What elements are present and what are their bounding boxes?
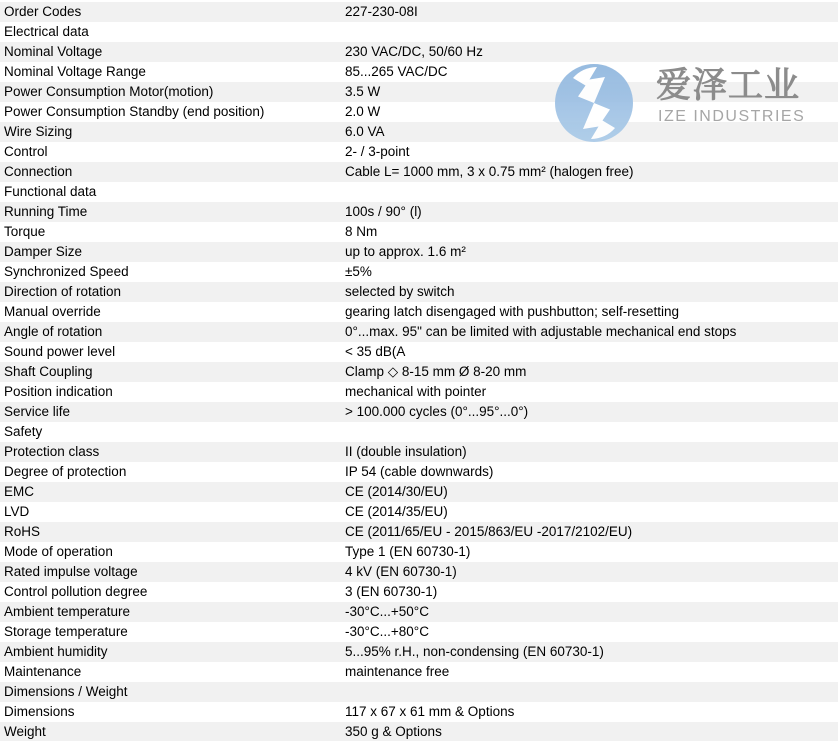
spec-label: Service life [4, 404, 71, 419]
spec-label: Manual override [4, 304, 101, 319]
spec-value: 230 VAC/DC, 50/60 Hz [345, 44, 483, 59]
spec-label: Torque [4, 224, 46, 239]
spec-label: Electrical data [4, 24, 89, 39]
spec-row [0, 362, 838, 382]
spec-value: selected by switch [345, 284, 455, 299]
spec-value: 227-230-08I [345, 4, 418, 19]
spec-label: LVD [4, 504, 30, 519]
spec-label: Maintenance [4, 664, 82, 679]
spec-row [0, 722, 838, 741]
spec-value: 0°...max. 95" can be limited with adjustable mechanical end stops [345, 324, 737, 339]
spec-label: Safety [4, 424, 43, 439]
spec-value: CE (2014/30/EU) [345, 484, 448, 499]
spec-label: Control [4, 144, 48, 159]
spec-row [0, 702, 838, 722]
spec-row [0, 442, 838, 462]
spec-value: Clamp ◇ 8-15 mm Ø 8-20 mm [345, 364, 527, 379]
spec-row [0, 582, 838, 602]
spec-value: CE (2011/65/EU - 2015/863/EU -2017/2102/EU) [345, 524, 633, 539]
spec-label: Ambient temperature [4, 604, 131, 619]
spec-value: 2- / 3-point [345, 144, 410, 159]
spec-value: -30°C...+80°C [345, 624, 429, 639]
spec-row [0, 2, 838, 22]
spec-label: Protection class [4, 444, 100, 459]
section-header-row [0, 682, 838, 702]
spec-label: Weight [4, 724, 46, 739]
spec-value: IP 54 (cable downwards) [345, 464, 494, 479]
spec-row [0, 202, 838, 222]
spec-row [0, 222, 838, 242]
spec-value: mechanical with pointer [345, 384, 487, 399]
spec-value: 350 g & Options [345, 724, 442, 739]
spec-row [0, 302, 838, 322]
spec-value: 100s / 90° (l) [345, 204, 422, 219]
spec-label: Wire Sizing [4, 124, 73, 139]
spec-row [0, 242, 838, 262]
spec-value: 5...95% r.H., non-condensing (EN 60730-1) [345, 644, 604, 659]
spec-row [0, 162, 838, 182]
spec-row [0, 602, 838, 622]
spec-label: Direction of rotation [4, 284, 122, 299]
spec-value: 6.0 VA [345, 124, 385, 139]
logo-latin-text: IZE INDUSTRIES [658, 108, 806, 125]
spec-value: < 35 dB(A [345, 344, 406, 359]
spec-value: -30°C...+50°C [345, 604, 429, 619]
spec-value: Cable L= 1000 mm, 3 x 0.75 mm² (halogen free) [345, 164, 634, 179]
spec-row [0, 502, 838, 522]
spec-value [345, 182, 838, 202]
spec-value: 85...265 VAC/DC [345, 64, 448, 79]
spec-row [0, 522, 838, 542]
spec-value: CE (2014/35/EU) [345, 504, 448, 519]
spec-label: Degree of protection [4, 464, 127, 479]
spec-value [345, 682, 838, 702]
spec-value: II (double insulation) [345, 444, 467, 459]
spec-label: Mode of operation [4, 544, 113, 559]
spec-value: 8 Nm [345, 224, 378, 239]
section-header-row [0, 182, 838, 202]
spec-label: Ambient humidity [4, 644, 108, 659]
spec-value: up to approx. 1.6 m² [345, 244, 466, 259]
spec-label: Power Consumption Standby (end position) [4, 104, 265, 119]
spec-value: 117 x 67 x 61 mm & Options [345, 704, 515, 719]
spec-label: Power Consumption Motor(motion) [4, 84, 214, 99]
spec-label: Nominal Voltage [4, 44, 103, 59]
spec-row [0, 402, 838, 422]
ize-logo-icon [553, 62, 635, 144]
spec-value [345, 422, 838, 442]
spec-row [0, 262, 838, 282]
spec-value: ±5% [345, 264, 372, 279]
spec-row [0, 482, 838, 502]
spec-value: gearing latch disengaged with pushbutton; self-resetting [345, 304, 679, 319]
spec-label: Rated impulse voltage [4, 564, 138, 579]
section-header-row [0, 22, 838, 42]
spec-row [0, 322, 838, 342]
spec-row [0, 622, 838, 642]
spec-label: RoHS [4, 524, 41, 539]
spec-label: Connection [4, 164, 73, 179]
spec-value: maintenance free [345, 664, 450, 679]
spec-value: > 100.000 cycles (0°...95°...0°) [345, 404, 529, 419]
spec-row [0, 282, 838, 302]
spec-value: 4 kV (EN 60730-1) [345, 564, 457, 579]
logo-chinese-text: 爱泽工业 [656, 66, 801, 105]
spec-row [0, 342, 838, 362]
spec-label: EMC [4, 484, 34, 499]
spec-label: Control pollution degree [4, 584, 148, 599]
spec-value: 3 (EN 60730-1) [345, 584, 438, 599]
spec-label: Storage temperature [4, 624, 128, 639]
spec-row [0, 42, 838, 62]
spec-label: Order Codes [4, 4, 82, 19]
spec-row [0, 382, 838, 402]
spec-label: Sound power level [4, 344, 116, 359]
spec-value: 3.5 W [345, 84, 381, 99]
spec-label: Synchronized Speed [4, 264, 129, 279]
spec-label: Running Time [4, 204, 88, 219]
spec-value: Type 1 (EN 60730-1) [345, 544, 471, 559]
spec-label: Damper Size [4, 244, 83, 259]
spec-row [0, 542, 838, 562]
spec-row [0, 562, 838, 582]
spec-label: Dimensions / Weight [4, 684, 128, 699]
spec-value [345, 22, 838, 42]
spec-row [0, 662, 838, 682]
spec-row [0, 642, 838, 662]
spec-label: Shaft Coupling [4, 364, 93, 379]
spec-label: Nominal Voltage Range [4, 64, 146, 79]
ize-industries-watermark [553, 62, 815, 147]
spec-value: 2.0 W [345, 104, 381, 119]
spec-row [0, 462, 838, 482]
spec-label: Angle of rotation [4, 324, 103, 339]
spec-label: Functional data [4, 184, 97, 199]
spec-label: Position indication [4, 384, 113, 399]
section-header-row [0, 422, 838, 442]
spec-label: Dimensions [4, 704, 75, 719]
